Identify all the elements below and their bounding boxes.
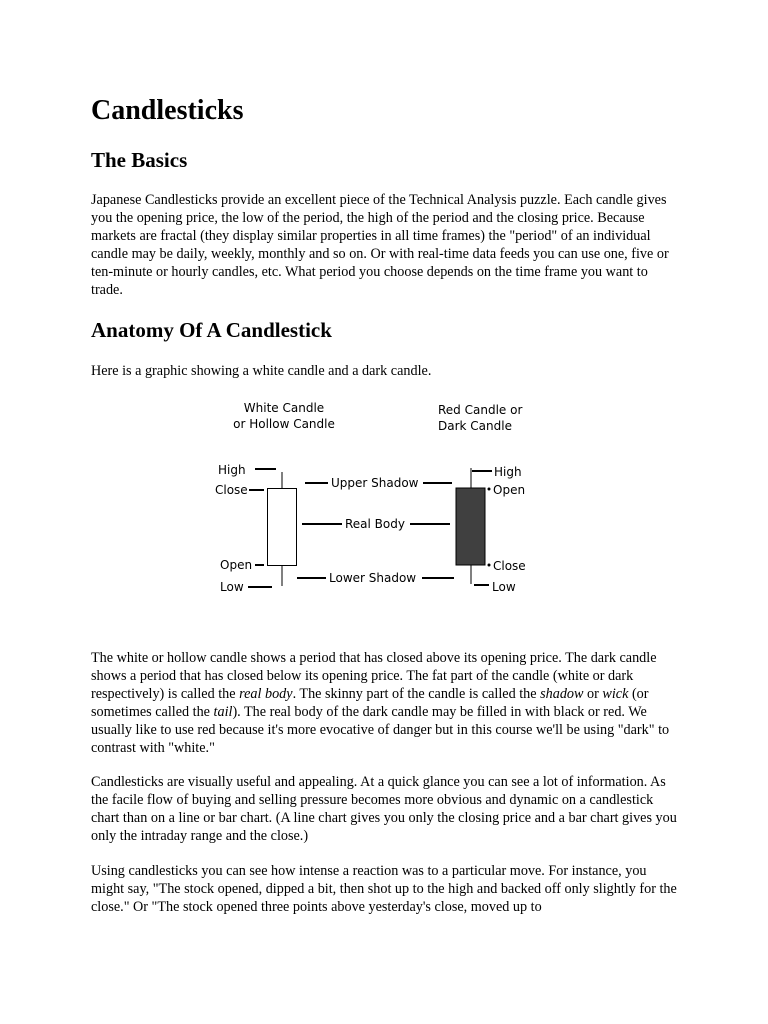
section-heading-anatomy: Anatomy Of A Candlestick — [91, 318, 332, 342]
text-segment: The white or hollow candle shows a period that has closed above its opening price. The dark candle shows a period that has closed below its opening price. The fat part of the candle (white or dark respectively) is called the — [91, 650, 657, 702]
white-candle-title-line1: White Candle — [243, 401, 325, 415]
paragraph-basics: Japanese Candlesticks provide an excellent piece of the Technical Analysis puzzle. Each candle gives you the opening price, the low of the period, the high of the period and the closing price. Because markets are fractal (they display similar properties in all time frames) the "period" of an individual candle may be daily, weekly, monthly and so on. Or with real-time data feeds you can use one, five or ten-minute or hourly candles, etc. What period you choose depends on the time frame you want to trade. — [91, 192, 669, 298]
white-open-label: Open — [220, 558, 253, 572]
white-high-label: High — [218, 463, 246, 477]
dark-candle-title-line2: Dark Candle — [438, 419, 512, 433]
term-wick: wick — [602, 686, 629, 702]
term-real-body: real body — [239, 686, 293, 702]
paragraph-graphic-intro: Here is a graphic showing a white candle and a dark candle. — [91, 363, 432, 379]
section-heading-basics: The Basics — [91, 148, 188, 172]
candlestick-svg — [206, 398, 536, 598]
dark-low-label: Low — [492, 580, 516, 594]
dark-close-label: Close — [493, 559, 526, 573]
text-segment: . The skinny part of the candle is called the — [292, 686, 541, 702]
text-segment: ). The real body of the dark candle may be filled in with black or red. We usually like to use red because it's more evocative of danger but in this course we'll be using "dark" to contrast with "white." — [91, 704, 670, 756]
paragraph-candle-description — [91, 649, 681, 757]
paragraph-visual-usefulness: Candlesticks are visually useful and appealing. At a quick glance you can see a lot of information. As the facile flow of buying and selling pressure becomes more obvious and dynamic on a candlestick chart than on a line or bar chart. (A line chart gives you only the closing price and a bar chart gives you only the intraday range and the close.) — [91, 774, 677, 844]
dark-candle-body — [456, 488, 485, 565]
upper-shadow-label: Upper Shadow — [331, 476, 419, 490]
dark-high-label: High — [494, 465, 522, 479]
term-shadow: shadow — [540, 686, 584, 702]
dark-candle-title-line1: Red Candle or — [438, 403, 523, 417]
page-title: Candlesticks — [91, 95, 244, 126]
text-segment: or — [583, 686, 603, 702]
real-body-label: Real Body — [345, 517, 405, 531]
text-segment: (or sometimes called the — [91, 686, 649, 720]
white-low-label: Low — [220, 580, 244, 594]
dark-open-label: Open — [493, 483, 526, 497]
white-close-label: Close — [215, 483, 248, 497]
term-tail: tail — [213, 704, 233, 720]
dark-open-dot — [488, 488, 491, 491]
lower-shadow-label: Lower Shadow — [329, 571, 417, 585]
white-candle-body — [268, 489, 297, 566]
dark-close-dot — [488, 564, 491, 567]
white-candle-title-line2: or Hollow Candle — [233, 417, 335, 431]
candlestick-anatomy-diagram — [206, 398, 536, 598]
paragraph-reaction-intensity: Using candlesticks you can see how intense a reaction was to a particular move. For instance, you might say, "The stock opened, dipped a bit, then shot up to the high and backed off only slightly for the close." Or "The stock opened three points above yesterday's close, moved up to — [91, 863, 677, 915]
